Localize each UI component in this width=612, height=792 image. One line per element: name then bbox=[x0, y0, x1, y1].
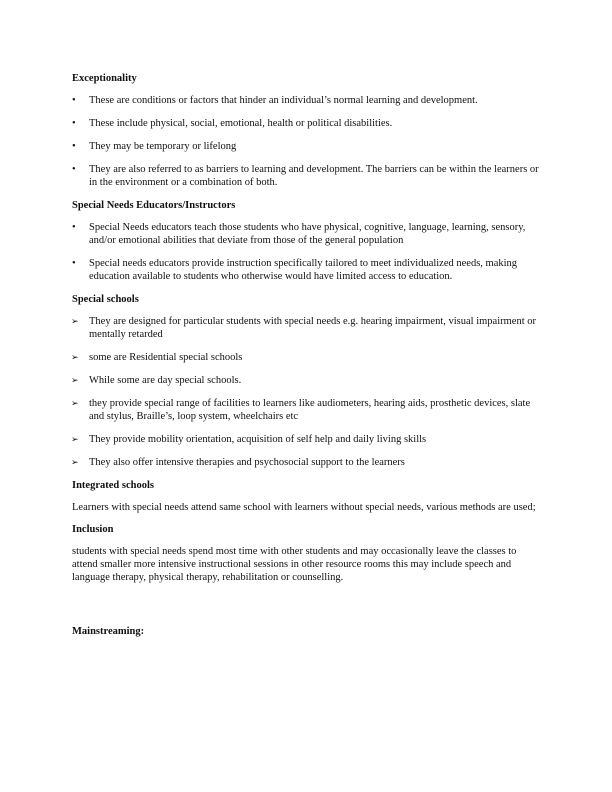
heading-mainstreaming: Mainstreaming: bbox=[72, 626, 145, 637]
heading-inclusion: Inclusion bbox=[72, 524, 114, 535]
list-item-text: Special needs educators provide instruction specifically tailored to meet individualized needs, making education available to students who otherwise would have limited access to education. bbox=[89, 258, 518, 282]
bullet-dot-icon: • bbox=[72, 258, 76, 269]
list-item bbox=[72, 456, 540, 469]
list-item-text: some are Residential special schools bbox=[89, 352, 243, 363]
educators-list bbox=[72, 221, 540, 283]
bullet-arrow-icon: ➢ bbox=[71, 352, 79, 362]
bullet-arrow-icon: ➢ bbox=[71, 316, 79, 326]
list-item bbox=[72, 94, 540, 107]
list-item bbox=[72, 433, 540, 446]
list-item bbox=[72, 397, 540, 423]
inclusion-paragraph: students with special needs spend most time with other students and may occasionally leave the classes to attend smaller more intensive instructional sessions in other resource rooms this may include speech and language therapy, physical therapy, rehabilitation or counselling. bbox=[72, 546, 517, 583]
bullet-dot-icon: • bbox=[72, 222, 76, 233]
list-item bbox=[72, 163, 540, 189]
list-item bbox=[72, 374, 540, 387]
list-item-text: While some are day special schools. bbox=[89, 375, 242, 386]
list-item-text: They provide mobility orientation, acquisition of self help and daily living skills bbox=[89, 434, 427, 445]
list-item-text: They may be temporary or lifelong bbox=[89, 141, 237, 152]
bullet-dot-icon: • bbox=[72, 164, 76, 175]
document-page bbox=[72, 72, 540, 647]
list-item bbox=[72, 140, 540, 153]
bullet-arrow-icon: ➢ bbox=[71, 457, 79, 467]
list-item-text: they provide special range of facilities to learners like audiometers, hearing aids, prosthetic devices, slate and stylus, Braille’s, loop system, wheelchairs etc bbox=[89, 398, 531, 422]
list-item bbox=[72, 117, 540, 130]
list-item-text: These are conditions or factors that hinder an individual’s normal learning and development. bbox=[89, 95, 478, 106]
bullet-dot-icon: • bbox=[72, 141, 76, 152]
list-item-text: They also offer intensive therapies and psychosocial support to the learners bbox=[89, 457, 405, 468]
bullet-dot-icon: • bbox=[72, 118, 76, 129]
list-item-text: These include physical, social, emotional, health or political disabilities. bbox=[89, 118, 393, 129]
spacer bbox=[72, 593, 540, 625]
list-item-text: They are designed for particular students with special needs e.g. hearing impairment, visual impairment or mentally retarded bbox=[89, 316, 536, 340]
heading-special-needs-educators: Special Needs Educators/Instructors bbox=[72, 200, 236, 211]
integrated-schools-paragraph: Learners with special needs attend same school with learners without special needs, various methods are used; bbox=[72, 502, 536, 513]
heading-exceptionality: Exceptionality bbox=[72, 73, 137, 84]
list-item bbox=[72, 351, 540, 364]
list-item bbox=[72, 315, 540, 341]
bullet-arrow-icon: ➢ bbox=[71, 398, 79, 408]
bullet-dot-icon: • bbox=[72, 95, 76, 106]
exceptionality-list bbox=[72, 94, 540, 189]
bullet-arrow-icon: ➢ bbox=[71, 375, 79, 385]
special-schools-list bbox=[72, 315, 540, 469]
bullet-arrow-icon: ➢ bbox=[71, 434, 79, 444]
list-item bbox=[72, 257, 540, 283]
list-item-text: Special Needs educators teach those students who have physical, cognitive, language, learning, sensory, and/or emotional abilities that deviate from those of the general population bbox=[89, 222, 526, 246]
heading-special-schools: Special schools bbox=[72, 294, 139, 305]
list-item-text: They are also referred to as barriers to learning and development. The barriers can be within the learners or in the environment or a combination of both. bbox=[89, 164, 539, 188]
heading-integrated-schools: Integrated schools bbox=[72, 480, 154, 491]
list-item bbox=[72, 221, 540, 247]
